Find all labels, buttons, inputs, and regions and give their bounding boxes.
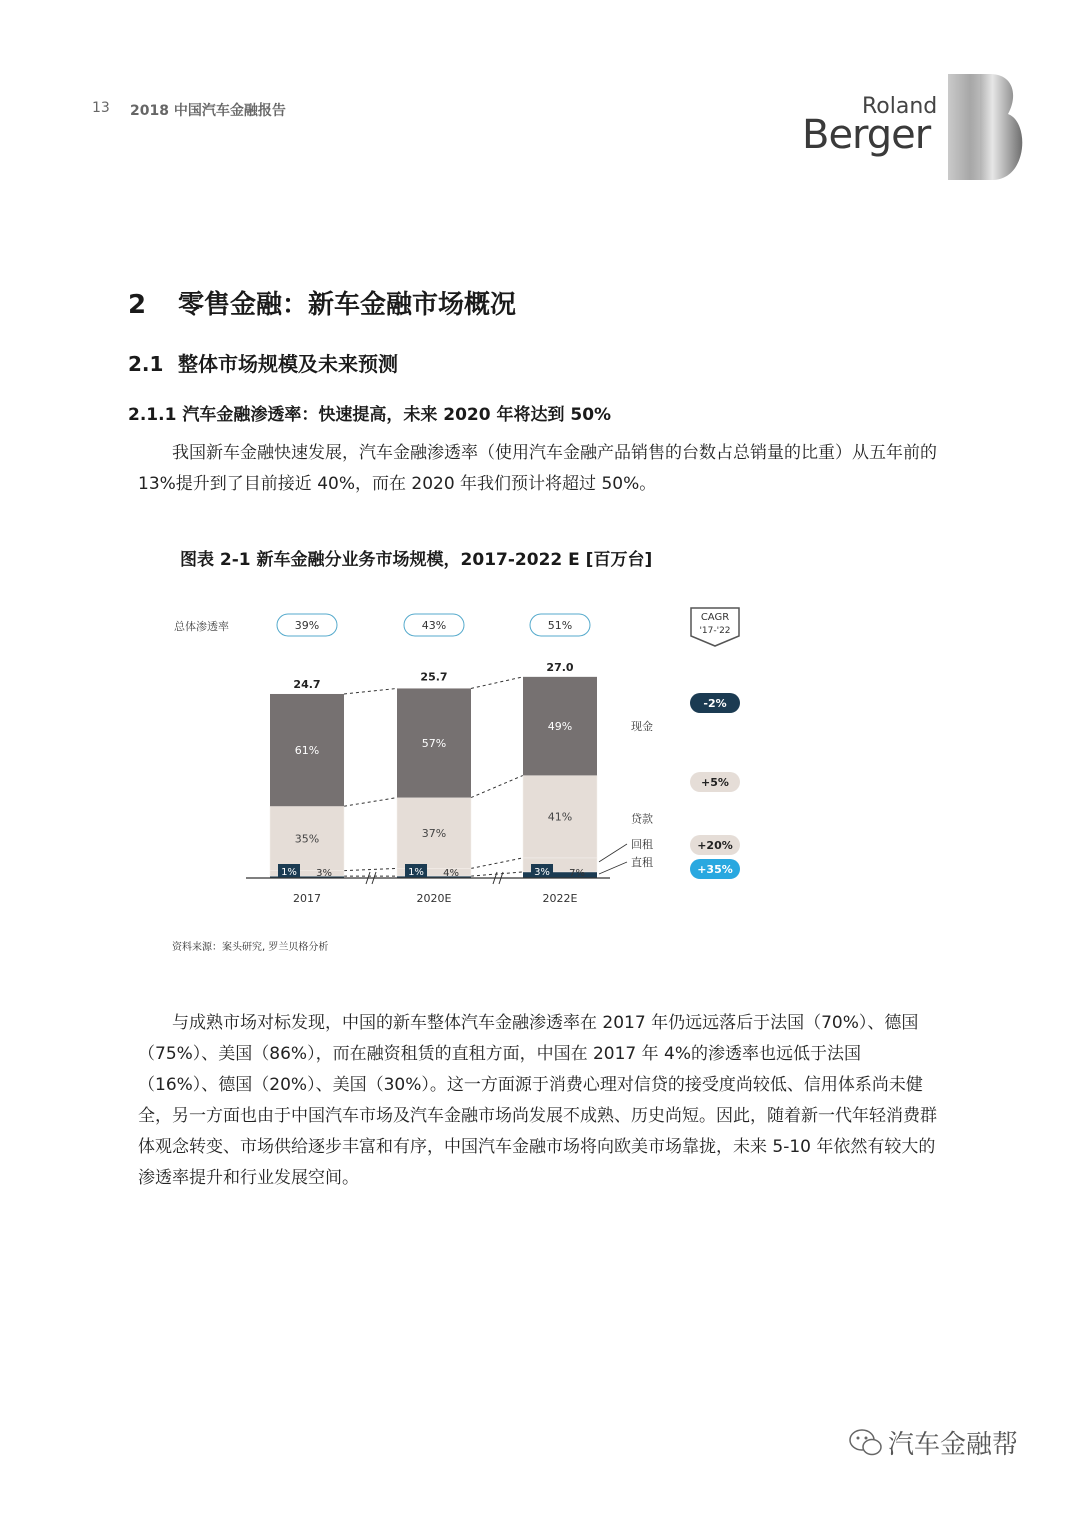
segment-label: 7%: [569, 868, 585, 879]
paragraph-text: 我国新车金融快速发展，汽车金融渗透率（使用汽车金融产品销售的台数占总销量的比重）从五年前的 13%提升到了目前接近 40%，而在 2020 年我们预计将超过 50%。: [138, 443, 937, 494]
section-title: 零售金融：新车金融市场概况: [178, 290, 517, 320]
category-label: 2017: [293, 892, 321, 905]
legend-label: 回租: [631, 838, 653, 851]
connector-line: [471, 858, 523, 869]
wechat-icon: [848, 1428, 884, 1458]
segment-label: 3%: [316, 868, 332, 879]
cagr-value: +5%: [701, 776, 729, 789]
cagr-header: CAGR: [700, 612, 730, 623]
category-label: 2020E: [416, 892, 452, 905]
logo-text-berger: Berger: [802, 112, 931, 158]
connector-line: [344, 798, 397, 807]
section-heading: [128, 284, 516, 321]
watermark-text: 汽车金融帮: [888, 1430, 1019, 1460]
penetration-value: 43%: [421, 619, 447, 632]
cagr-value: -2%: [703, 697, 727, 710]
section-number: 2: [128, 290, 147, 320]
logo-text-roland: Roland: [862, 94, 938, 119]
analysis-paragraph: [138, 1008, 938, 1194]
stacked-bar-chart: [0, 590, 1080, 930]
segment-label: 1%: [408, 867, 424, 878]
subsection-title: 整体市场规模及未来预测: [178, 352, 398, 376]
segment-label: 4%: [443, 868, 459, 879]
report-title: 2018 中国汽车金融报告: [130, 103, 286, 119]
source-note: 资料来源：案头研究, 罗兰贝格分析: [172, 942, 329, 953]
segment-label: 41%: [547, 810, 573, 824]
connector-line: [344, 868, 397, 870]
segment-label: 3%: [534, 867, 550, 878]
connector-line: [344, 688, 397, 694]
penetration-value: 51%: [547, 619, 573, 632]
legend-label: 现金: [631, 720, 653, 734]
roland-berger-logo-icon: [940, 72, 1030, 184]
legend-leader-line: [599, 844, 627, 862]
subsection-number: 2.1: [128, 352, 164, 376]
cagr-value: +20%: [697, 839, 733, 852]
legend-label: 直租: [631, 856, 653, 869]
penetration-label: 总体渗透率: [174, 620, 229, 633]
penetration-value: 39%: [294, 619, 320, 632]
subsubsection-heading: 2.1.1 汽车金融渗透率：快速提高，未来 2020 年将达到 50%: [128, 405, 612, 425]
category-label: 2022E: [542, 892, 578, 905]
bar-total-label: 25.7: [420, 670, 448, 684]
paragraph-text: 与成熟市场对标发现，中国的新车整体汽车金融渗透率在 2017 年仍远远落后于法国（70%）、德国（75%）、美国（86%），而在融资租赁的直租方面，中国在 2017 年 4%的渗透率也远低于法国（16%）、德国（20%）、美国（30%）。这一方面源于消费心理对信贷的接受度尚较低、信用体系尚未健全，另一方面也由于中国汽车市场及汽车金融市场尚发展不成熟、历史尚短。因此，随着新一代年轻消费群体观念转变、市场供给逐步丰富和有序，中国汽车金融市场将向欧美市场靠拢，未来 5-10 年依然有较大的渗透率提升和行业发展空间。: [138, 1013, 937, 1188]
intro-paragraph: [138, 438, 938, 500]
legend-leader-line: [599, 862, 627, 874]
bar-total-label: 27.0: [546, 660, 574, 674]
segment-label: 57%: [421, 737, 447, 751]
legend-label: 贷款: [631, 812, 653, 826]
segment-label: 37%: [421, 827, 447, 841]
cagr-value: +35%: [697, 863, 733, 876]
segment-label: 61%: [294, 744, 320, 758]
segment-label: 1%: [281, 867, 297, 878]
segment-label: 35%: [294, 832, 320, 846]
chart-title: 图表 2-1 新车金融分业务市场规模，2017-2022 E [百万台]: [180, 550, 653, 570]
cagr-period: '17-'22: [699, 626, 731, 636]
segment-label: 49%: [547, 720, 573, 734]
page-number: 13: [92, 100, 110, 116]
connector-line: [471, 677, 523, 689]
subsection-heading: [128, 348, 398, 377]
bar-total-label: 24.7: [293, 677, 321, 691]
connector-line: [471, 775, 523, 797]
